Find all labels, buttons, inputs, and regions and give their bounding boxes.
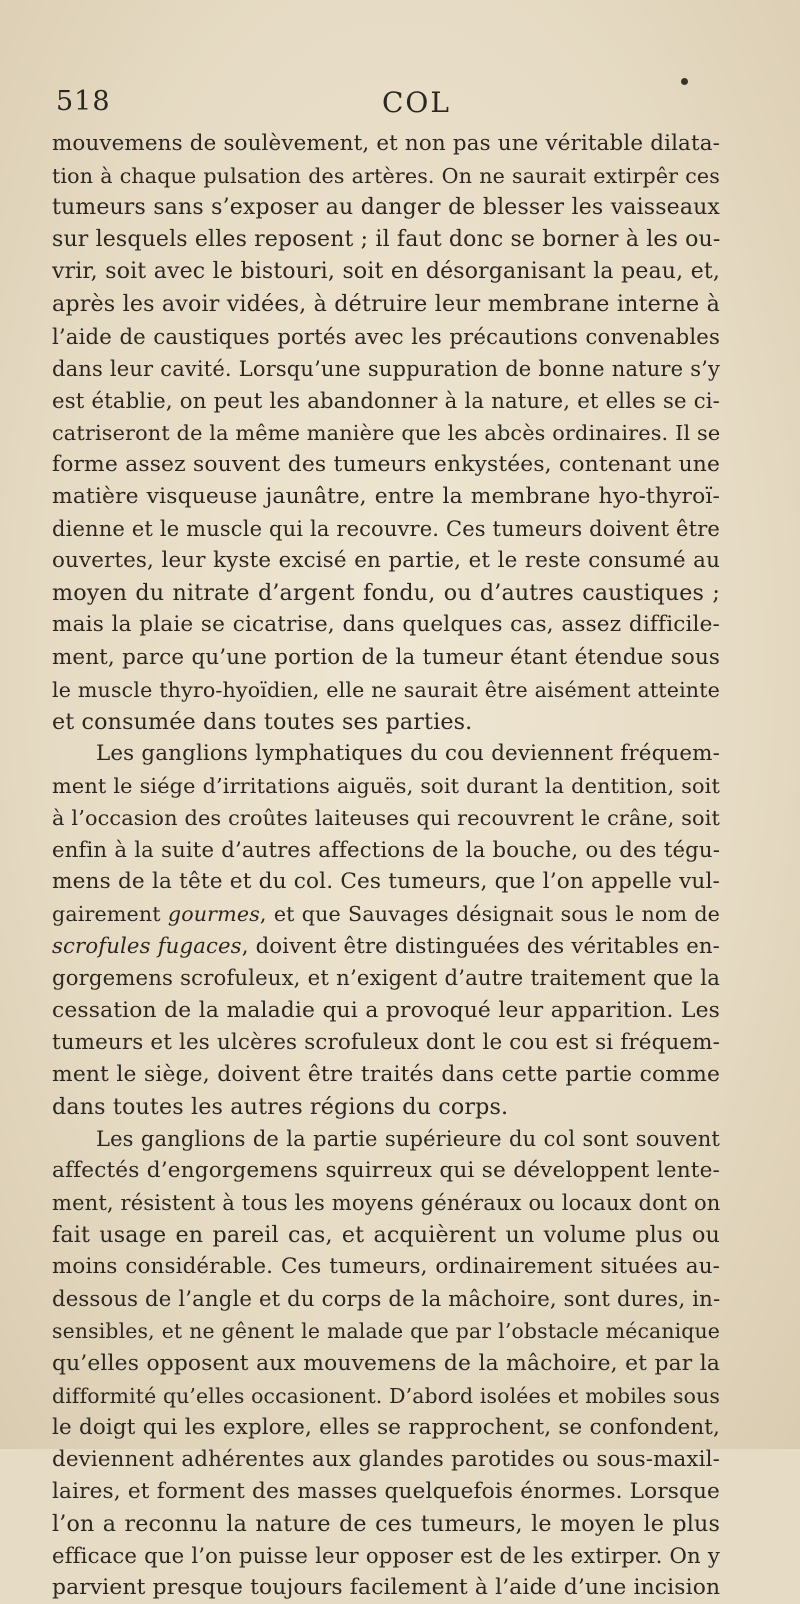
text-line: mens de la tête et du col. Ces tumeurs, que l’on appelle vul- xyxy=(52,869,720,895)
text-line: à l’occasion des croûtes laiteuses qui recouvrent le crâne, soit xyxy=(52,805,720,830)
text-line: est établie, on peut les abandonner à la nature, et elles se ci- xyxy=(52,387,720,413)
text-line: ouvertes, leur kyste excisé en partie, et le reste consumé au xyxy=(52,548,720,574)
text-line: deviennent adhérentes aux glandes parotides ou sous-maxil- xyxy=(52,1446,720,1472)
text-line: difformité qu’elles occasionent. D’abord isolées et mobiles sous xyxy=(52,1383,720,1408)
text-line: l’aide de caustiques portés avec les précautions convenables xyxy=(52,323,720,349)
text-line: vrir, soit avec le bistouri, soit en désorganisant la peau, et, xyxy=(52,259,720,285)
running-head: COL xyxy=(382,86,451,119)
text-line: après les avoir vidées, à détruire leur membrane interne à xyxy=(52,291,720,318)
text-line: dienne et le muscle qui la recouvre. Ces tumeurs doivent être xyxy=(52,517,720,542)
text-line: efficace que l’on puisse leur opposer est de les extirper. On y xyxy=(52,1543,720,1569)
text-line: sur lesquels elles reposent ; il faut donc se borner à les ou- xyxy=(52,227,721,253)
paragraph-end-line: et consumée dans toutes ses parties. xyxy=(52,708,473,735)
text-line: matière visqueuse jaunâtre, entre la membrane hyo-thyroï- xyxy=(52,484,720,510)
text-line: enfin à la suite d’autres affections de la bouche, ou des tégu- xyxy=(52,837,720,863)
paragraph-end-line: dans toutes les autres régions du corps. xyxy=(52,1093,509,1120)
text-line: gairement gourmes, et que Sauvages désignait sous le nom de xyxy=(52,902,720,927)
text-line: mouvemens de soulèvement, et non pas une véritable dilata- xyxy=(52,131,720,156)
text-line: dessous de l’angle et du corps de la mâchoire, sont dures, in- xyxy=(52,1286,721,1312)
ink-spot xyxy=(681,78,688,85)
text-line: cessation de la maladie qui a provoqué leur apparition. Les xyxy=(52,997,720,1023)
text-line: forme assez souvent des tumeurs enkystées, contenant une xyxy=(52,451,720,477)
text-line: moins considérable. Ces tumeurs, ordinairement situées au- xyxy=(52,1254,720,1280)
text-line: l’on a reconnu la nature de ces tumeurs, le moyen le plus xyxy=(52,1511,720,1538)
text-line: ment le siége d’irritations aiguës, soit durant la dentition, soit xyxy=(52,773,720,798)
paragraph-start-line: Les ganglions de la partie supérieure du col sont souvent xyxy=(96,1126,720,1151)
text-line: scrofules fugaces, doivent être distinguées des véritables en- xyxy=(52,933,720,959)
text-line: parvient presque toujours facilement à l’aide d’une incision xyxy=(52,1575,721,1601)
paragraph-start-line: Les ganglions lymphatiques du cou deviennent fréquem- xyxy=(96,740,720,766)
page-number: 518 xyxy=(56,86,111,117)
text-line: moyen du nitrate d’argent fondu, ou d’autres caustiques ; xyxy=(52,580,720,607)
text-line: ment, résistent à tous les moyens généraux ou locaux dont on xyxy=(52,1191,721,1216)
text-line: qu’elles opposent aux mouvemens de la mâchoire, et par la xyxy=(52,1350,720,1376)
text-line: dans leur cavité. Lorsqu’une suppuration de bonne nature s’y xyxy=(52,356,720,381)
text-line: tumeurs et les ulcères scrofuleux dont le cou est si fréquem- xyxy=(52,1029,720,1055)
page-header xyxy=(52,86,722,126)
text-line: gorgemens scrofuleux, et n’exigent d’autre traitement que la xyxy=(52,965,720,991)
text-line: le doigt qui les explore, elles se rapprochent, se confondent, xyxy=(52,1414,720,1440)
text-line: laires, et forment des masses quelquefois énormes. Lorsque xyxy=(52,1478,720,1504)
text-line: ment, parce qu’une portion de la tumeur étant étendue sous xyxy=(52,644,720,670)
text-line: le muscle thyro-hyoïdien, elle ne saurait être aisément atteinte xyxy=(52,677,720,702)
text-line: affectés d’engorgemens squirreux qui se développent lente- xyxy=(52,1158,720,1183)
text-line: tion à chaque pulsation des artères. On ne saurait extirpêr ces xyxy=(52,164,720,189)
body-text xyxy=(52,128,720,1604)
text-line: ment le siège, doivent être traités dans cette partie comme xyxy=(52,1061,720,1087)
text-line: catriseront de la même manière que les abcès ordinaires. Il se xyxy=(52,420,721,445)
text-line: tumeurs sans s’exposer au danger de blesser les vaisseaux xyxy=(52,195,720,221)
text-line: fait usage en pareil cas, et acquièrent un volume plus ou xyxy=(52,1222,720,1249)
text-line: sensibles, et ne gênent le malade que par l’obstacle mécanique xyxy=(52,1319,720,1344)
text-line: mais la plaie se cicatrise, dans quelques cas, assez difficile- xyxy=(52,612,720,638)
